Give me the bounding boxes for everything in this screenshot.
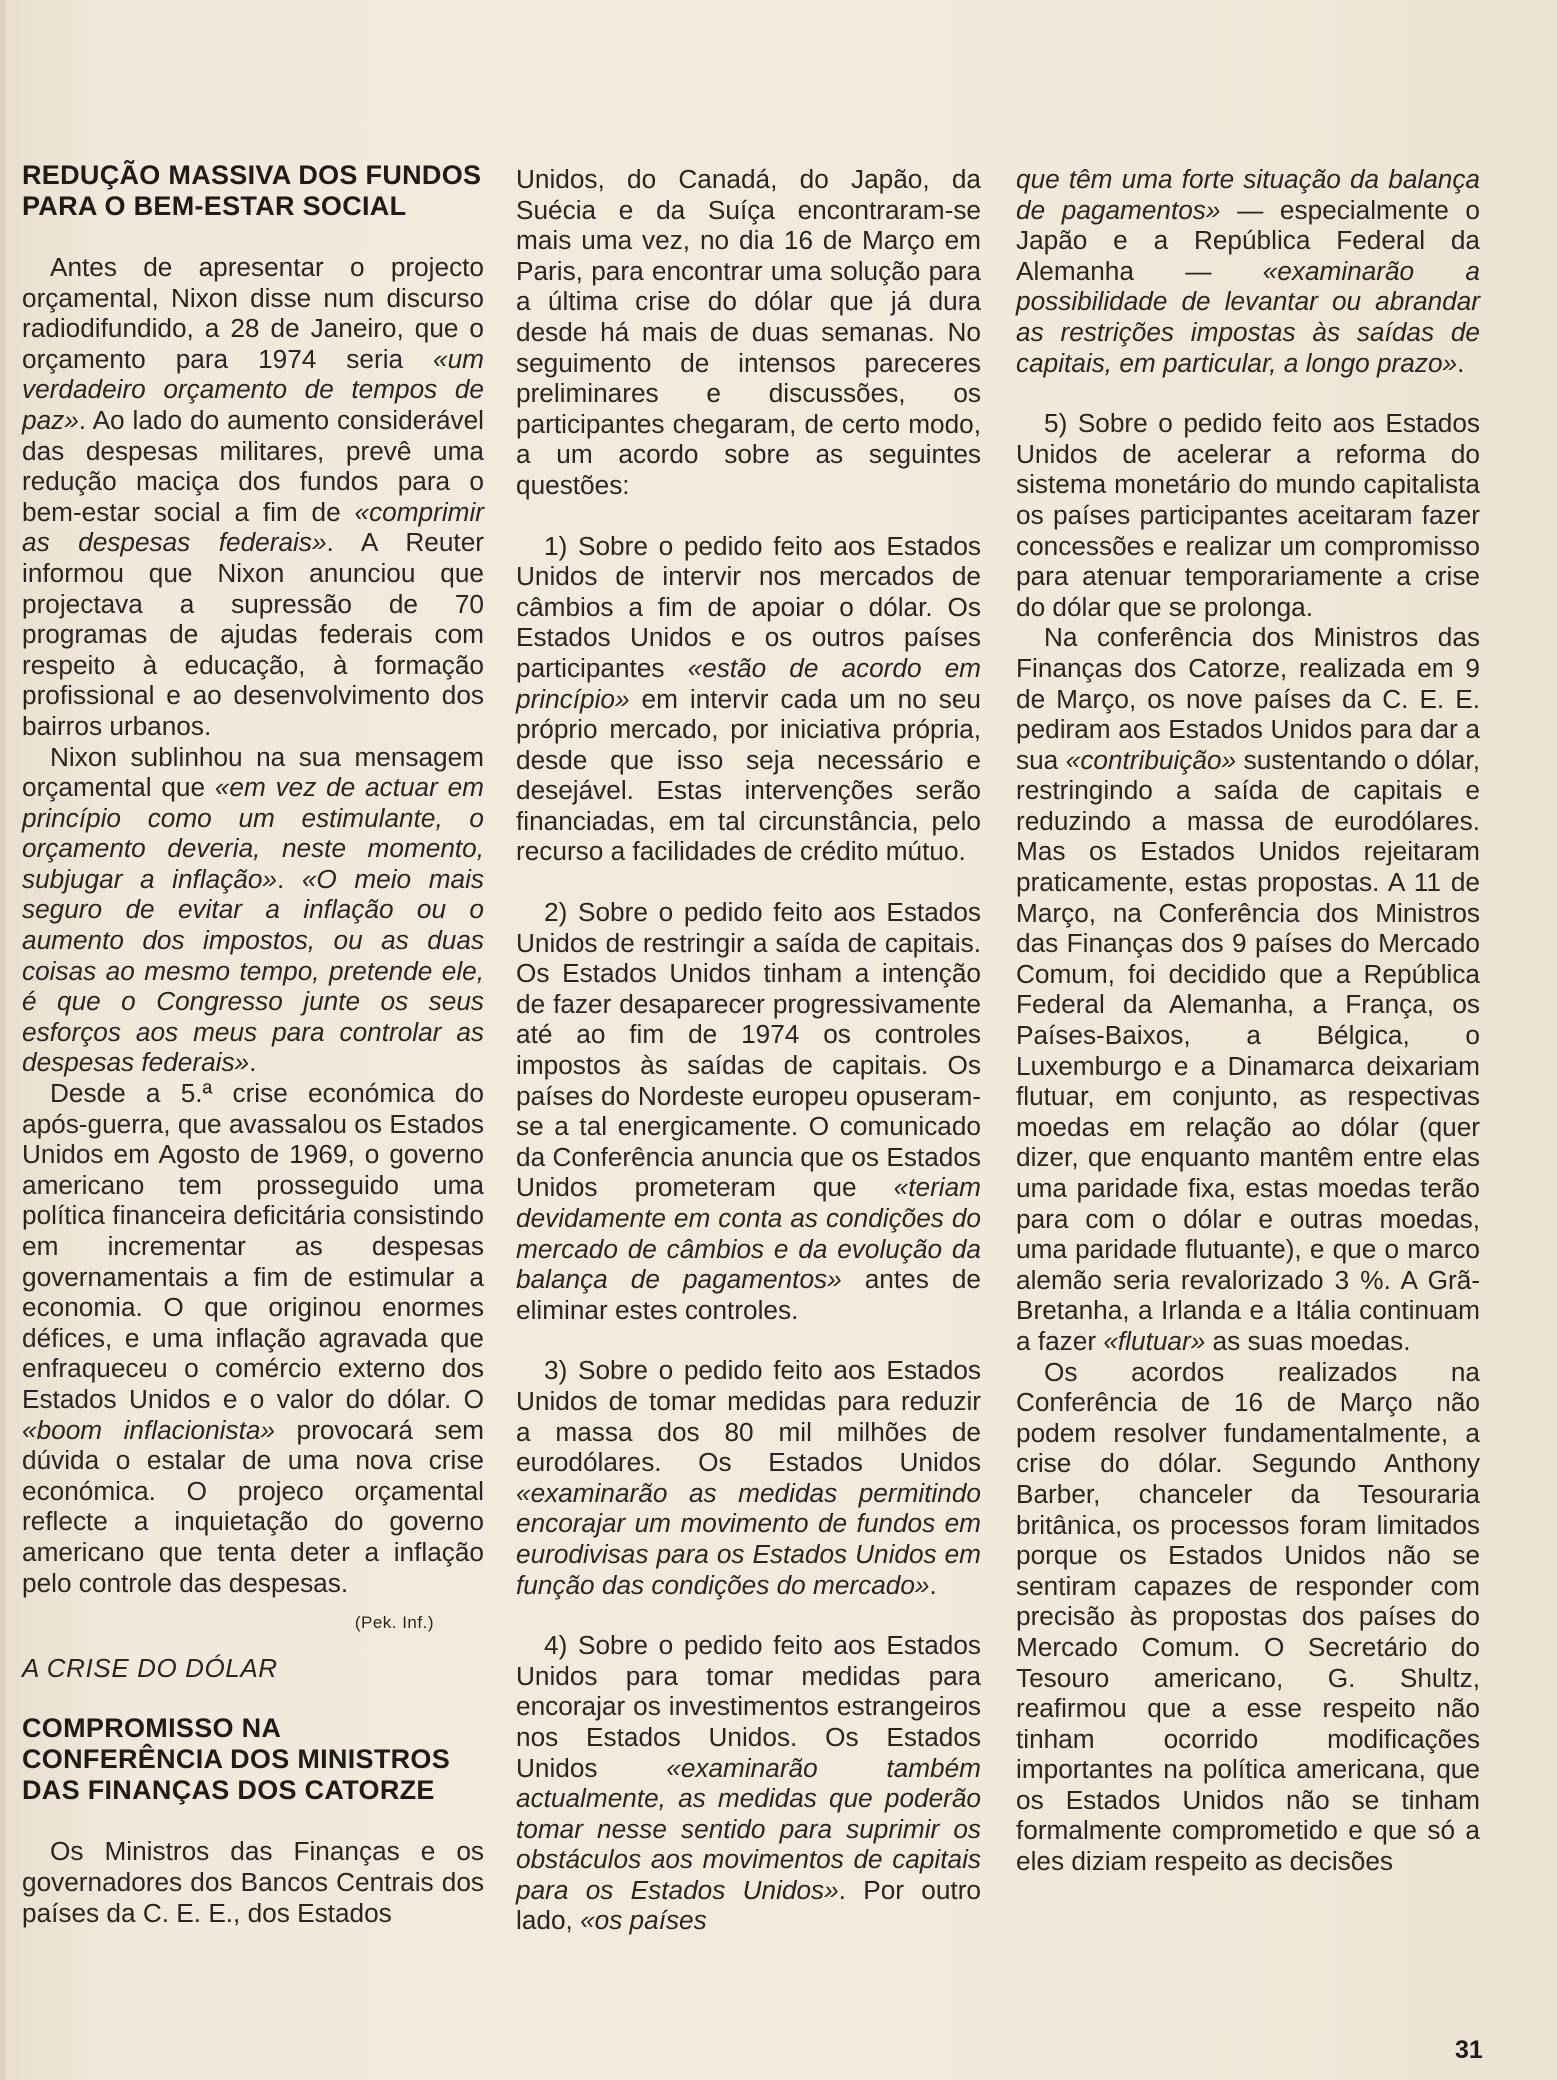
text-run: 1) Sobre o pedido feito aos Estados Unidos de intervir nos mercados de câmbios a fim de apoiar o dólar. Os Estados Unidos e os outros países participantes <box>516 530 981 683</box>
quoted-text: «examinarão a possibilidade de levantar ou abrandar as restrições impostas às saídas de capitais, em particular, a longo prazo» <box>1016 255 1480 378</box>
section-kicker: A CRISE DO DÓLAR <box>22 1652 278 1683</box>
quoted-text: «contribuição» <box>1065 744 1237 775</box>
numbered-paragraph <box>1016 408 1480 622</box>
text-run: sustentando o dólar, restringindo a saída de capitais e reduzindo a massa de eurodólares. Mas os Estados Unidos rejeitaram praticamente, estas propostas. A 11 de Março, na Conferência dos Ministros das Finanças dos 9 países do Mercado Comum, foi decidido que a República Federal da Alemanha, a França, os Países-Baixos, a Bélgica, o Luxemburgo e a Dinamarca deixariam flutuar, em conjunto, as respectivas moedas em relação ao dólar (quer dizer, que enquanto mantêm entre elas uma paridade fixa, estas moedas terão para com o dólar e outras moedas, uma paridade flutuante), e que o marco alemão seria revalorizado 3 %. A Grã-Bretanha, a Irlanda e a Itália continuam a fazer <box>1016 744 1480 1356</box>
text-run: Os Ministros das Finanças e os governadores dos Bancos Centrais dos países da C. E. E., dos Estados <box>22 1836 484 1928</box>
text-run: 3) Sobre o pedido feito aos Estados Unidos de tomar medidas para reduzir a massa dos 80 mil milhões de eurodólares. Os Estados Unidos <box>516 1355 981 1478</box>
text-run: provocará sem dúvida o estalar de uma nova crise económica. O projeco orçamental reflecte a inquietação do governo americano que tenta deter a inflação pelo controle das despesas. <box>22 1414 484 1598</box>
paragraph <box>22 742 484 1079</box>
text-run: Nixon sublinhou na sua mensagem orçamental que <box>22 741 484 803</box>
text-run: Na conferência dos Ministros das Finanças dos Catorze, realizada em 9 de Março, os nove países da C. E. E. pediram aos Estados Unidos para dar a sua <box>1016 622 1480 775</box>
text-run: 5) Sobre o pedido feito aos Estados Unidos de acelerar a reforma do sistema monetário do mundo capitalista os países participantes aceitaram fazer concessões e realizar um compromisso para atenuar temporariamente a crise do dólar que se prolonga. <box>1016 408 1480 622</box>
paragraph <box>1016 1357 1480 1877</box>
spacer <box>22 1639 484 1653</box>
spacer <box>1016 378 1480 408</box>
text-run: — especialmente o Japão e a República Federal da Alemanha — <box>1016 194 1480 286</box>
paragraph <box>22 252 484 742</box>
quoted-text: «os países <box>580 1905 707 1936</box>
page-edge <box>0 0 6 2080</box>
quoted-text: «examinarão também actualmente, as medidas que poderão tomar nesse sentido para suprimir os obstáculos aos movimentos de capitais para os Estados Unidos» <box>516 1752 981 1905</box>
article-headline: REDUÇÃO MASSIVA DOS FUNDOS PARA O BEM-ESTAR SOCIAL <box>22 160 482 221</box>
text-run: . Por outro lado, <box>516 1874 981 1936</box>
spacer <box>516 1600 981 1630</box>
paragraph <box>516 164 981 501</box>
text-run: . <box>1457 347 1465 378</box>
text-run: antes de eliminar estes controles. <box>516 1264 981 1325</box>
quoted-text: «um verdadeiro orçamento de tempos de paz» <box>22 343 484 435</box>
spacer <box>516 867 981 897</box>
paragraph <box>1016 622 1480 1356</box>
numbered-paragraph <box>516 897 981 1325</box>
spacer <box>516 1325 981 1355</box>
quoted-text: «teriam devidamente em conta as condições do mercado de câmbios e da evolução da balança de pagamentos» <box>516 1172 981 1295</box>
text-run: em intervir cada um no seu próprio mercado, por iniciativa própria, desde que isso seja necessário e desejável. Estas intervenções serão financiadas, em tal circunstância, pelo recurso a facilidades de crédito mútuo. <box>516 683 981 867</box>
spacer <box>516 501 981 531</box>
text-run: . <box>249 1047 257 1078</box>
text-run: Os acordos realizados na Conferência de 16 de Março não podem resolver fundamentalmente, a crise do dólar. Segundo Anthony Barber, chanceler da Tesouraria britânica, os processos foram limitados porque os Estados Unidos não se sentiram capazes de responder com precisão às propostas dos países do Mercado Comum. O Secretário do Tesouro americano, G. Shultz, reafirmou que a esse respeito não tinham ocorrido modificações importantes na política americana, que os Estados Unidos não se tinham formalmente comprometido e que só a eles diziam respeito as decisões <box>1016 1356 1480 1877</box>
source-note: (Pek. Inf.) <box>354 1613 434 1633</box>
spacer <box>22 1806 484 1836</box>
text-run: Unidos, do Canadá, do Japão, da Suécia e da Suíça encontraram-se mais uma vez, no dia 16 de Março em Paris, para encontrar uma solução para a última crise do dólar que já dura desde há mais de duas semanas. No seguimento de intensos pareceres preliminares e discussões, os participantes chegaram, de certo modo, a um acordo sobre as seguintes questões: <box>516 164 981 500</box>
text-run: 4) Sobre o pedido feito aos Estados Unidos para tomar medidas para encorajar os investimentos estrangeiros nos Estados Unidos. Os Estados Unidos <box>516 1630 981 1783</box>
quoted-text: «flutuar» <box>1103 1325 1206 1356</box>
numbered-paragraph <box>516 1355 981 1600</box>
column-left <box>22 160 484 1928</box>
numbered-paragraph <box>516 1630 981 1936</box>
quoted-text: «boom inflacionista» <box>22 1414 275 1445</box>
column-right <box>1016 164 1480 1877</box>
quoted-text: «estão de acordo em princípio» <box>516 652 981 714</box>
paragraph <box>22 1078 484 1598</box>
text-run: Antes de apresentar o projecto orçamental, Nixon disse num discurso radiodifundido, a 28 de Janeiro, que o orçamento para 1974 seria <box>22 252 484 374</box>
column-middle <box>516 164 981 1936</box>
paragraph <box>1016 164 1480 378</box>
spacer <box>22 1683 484 1713</box>
text-run: . A Reuter informou que Nixon anunciou que projectava a supressão de 70 programas de ajudas federais com respeito à educação, à formação profissional e ao desenvolvimento dos bairros urbanos. <box>22 527 484 741</box>
text-run: 2) Sobre o pedido feito aos Estados Unidos de restringir a saída de capitais. Os Estados Unidos tinham a intenção de fazer desaparecer progressivamente até ao fim de 1974 os controles impostos às saídas de capitais. Os países do Nordeste europeu opuseram-se a tal energicamente. O comunicado da Conferência anuncia que os Estados Unidos prometeram que <box>516 897 981 1203</box>
text-run: . <box>929 1569 937 1600</box>
text-run: Desde a 5.ª crise económica do após-guerra, que avassalou os Estados Unidos em Agosto de 1969, o governo americano tem prosseguido uma política financeira deficitária consistindo em incrementar as despesas governamentais a fim de estimular a economia. O que originou enormes défices, e uma inflação agravada que enfraqueceu o comércio externo dos Estados Unidos e o valor do dólar. O <box>22 1078 484 1414</box>
quoted-text: que têm uma forte situação da balança de pagamentos» <box>1016 164 1480 225</box>
numbered-paragraph <box>516 531 981 868</box>
quoted-text: «em vez de actuar em princípio como um estimulante, o orçamento deveria, neste momento, subjugar a inflação» <box>22 772 484 894</box>
page-number: 31 <box>1455 2036 1483 2064</box>
text-run: . Ao lado do aumento considerável das despesas militares, prevê uma redução maciça dos fundos para o bem-estar social a fim de <box>22 404 484 527</box>
spacer <box>22 222 484 252</box>
text-run: as suas moedas. <box>1205 1325 1411 1356</box>
article-headline: COMPROMISSO NA CONFERÊNCIA DOS MINISTROS DAS FINANÇAS DOS CATORZE <box>22 1713 451 1806</box>
quoted-text: «O meio mais seguro de evitar a inflação ou o aumento dos impostos, ou as duas coisas ao mesmo tempo, pretende ele, é que o Congresso junte os seus esforços aos meus para controlar as despesas federais» <box>22 863 484 1078</box>
quoted-text: «examinarão as medidas permitindo encorajar um movimento de fundos em eurodivisas para os Estados Unidos em função das condições do mercado» <box>516 1477 981 1600</box>
paragraph <box>22 1836 484 1928</box>
text-run: . <box>277 863 302 894</box>
quoted-text: «comprimir as despesas federais» <box>22 496 484 558</box>
